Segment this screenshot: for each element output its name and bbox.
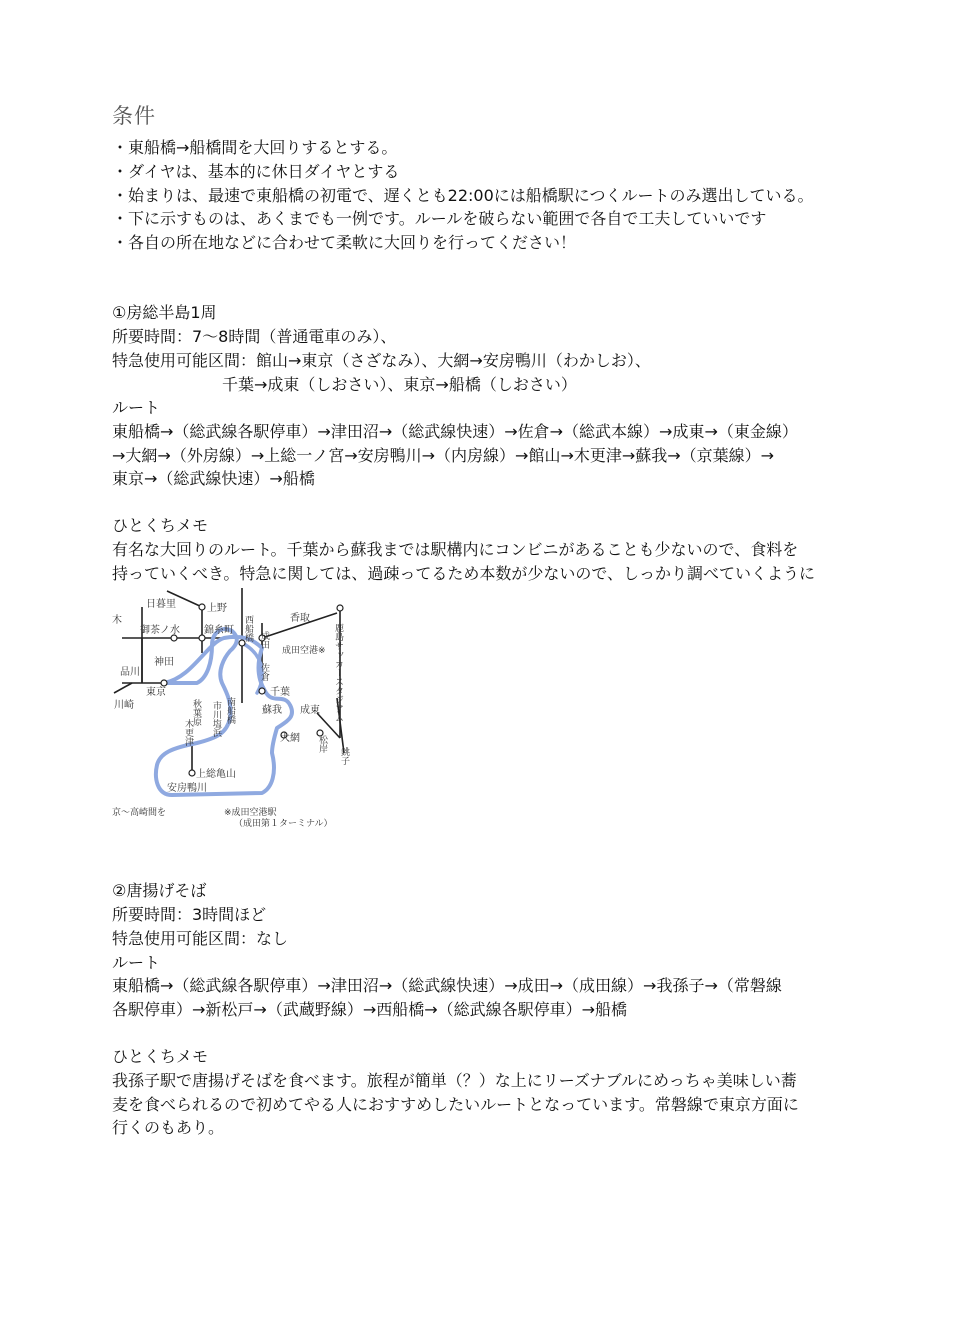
route2-route-1: 東船橋→（総武線各駅停車）→津田沼→（総武線快速）→成田→（成田線）→我孫子→（常磐線 bbox=[112, 976, 782, 995]
station-awakamogawa: 安房鴨川 bbox=[167, 783, 207, 794]
station-kisarazu: 木更津 bbox=[183, 719, 193, 746]
station-ueno: 上野 bbox=[207, 603, 227, 614]
station-choshi: 銚子 bbox=[339, 747, 349, 765]
station-kawasaki: 川崎 bbox=[114, 700, 134, 711]
route1-express-1: 特急使用可能区間：館山→東京（さざなみ）、大網→安房鴨川（わかしお）、 bbox=[112, 351, 651, 370]
route1-express-2: 千葉→成東（しおさい）、東京→船橋（しおさい） bbox=[222, 375, 577, 394]
station-naruto: 成東 bbox=[300, 705, 320, 716]
route2-route-label: ルート bbox=[112, 953, 161, 972]
route1-route-label: ルート bbox=[112, 398, 161, 417]
route2-title: ②唐揚げそば bbox=[112, 881, 207, 900]
station-akihabara: 秋葉原 bbox=[191, 699, 201, 726]
station-chiba: 千葉 bbox=[270, 687, 290, 698]
station-ichikawashiohama: 市川塩浜 bbox=[211, 701, 221, 737]
station-kinshicho: 錦糸町 bbox=[204, 625, 234, 636]
station-matsugishi: 松岸 bbox=[317, 735, 327, 753]
route1-title: ①房総半島1周 bbox=[112, 303, 217, 322]
route-map bbox=[112, 583, 362, 828]
condition-item: ・下に示すものは、あくまでも一例です。ルールを破らない範囲で各自で工夫していいです bbox=[112, 209, 767, 228]
conditions-heading: 条件 bbox=[112, 104, 156, 128]
route2-express: 特急使用可能区間：なし bbox=[112, 929, 289, 948]
condition-item: ・各自の所在地などに合わせて柔軟に大回りを行ってください！ bbox=[112, 233, 577, 252]
station-kazusakameyama: 上総亀山 bbox=[196, 769, 236, 780]
route2-memo-3: 行くのもあり。 bbox=[112, 1118, 225, 1137]
station-kanda: 神田 bbox=[154, 657, 174, 668]
station-sakura: 佐倉 bbox=[259, 663, 269, 681]
map-note-airport-1: ※成田空港駅 bbox=[224, 808, 277, 818]
route1-memo-label: ひとくちメモ bbox=[112, 516, 209, 535]
station-nippori: 日暮里 bbox=[146, 599, 176, 610]
station-shinagawa: 品川 bbox=[120, 667, 140, 678]
route2-memo-1: 我孫子駅で唐揚げそばを食べます。旅程が簡単（？）な上にリーズナブルにめっちゃ美味しい蕎 bbox=[112, 1071, 797, 1090]
station-tokyo: 東京 bbox=[146, 687, 166, 698]
station-narita-airport: 成田空港※ bbox=[282, 646, 326, 656]
route2-memo-label: ひとくちメモ bbox=[112, 1047, 209, 1066]
route1-memo-2: 持っていくべき。特急に関しては、過疎ってるため本数が少ないので、しっかり調べていくように bbox=[112, 564, 816, 583]
route2-time: 所要時間：3時間ほど bbox=[112, 905, 267, 924]
station-minamifunabashi: 南船橋 bbox=[225, 697, 235, 724]
map-note-airport-2: （成田第１ターミナル） bbox=[234, 819, 333, 828]
condition-item: ・東船橋→船橋間を大回りするとする。 bbox=[112, 138, 398, 157]
map-note-left: 京～高崎間を bbox=[112, 808, 167, 818]
station-narita: 成田 bbox=[259, 631, 269, 649]
station-nishifunabashi: 西船橋 bbox=[243, 615, 253, 642]
station-kashima: 鹿島サッカースタジアム bbox=[333, 623, 343, 722]
route2-memo-2: 麦を食べられるので初めてやる人におすすめしたいルートとなっています。常磐線で東京方面に bbox=[112, 1095, 799, 1114]
station-ochanomizu: 御茶ノ水 bbox=[140, 625, 180, 636]
route1-memo-1: 有名な大回りのルート。千葉から蘇我までは駅構内にコンビニがあることも少ないので、食料を bbox=[112, 540, 799, 559]
route1-route-2: →大網→（外房線）→上総一ノ宮→安房鴨川→（内房線）→館山→木更津→蘇我→（京葉線）→ bbox=[112, 446, 775, 465]
station-soga: 蘇我 bbox=[262, 705, 282, 716]
route1-route-3: 東京→（総武線快速）→船橋 bbox=[112, 469, 315, 488]
station-katori: 香取 bbox=[290, 613, 310, 624]
station-oami: 大網 bbox=[280, 733, 300, 744]
route1-route-1: 東船橋→（総武線各駅停車）→津田沼→（総武線快速）→佐倉→（総武本線）→成東→（東金線） bbox=[112, 422, 798, 441]
route1-time: 所要時間：7～8時間（普通電車のみ）、 bbox=[112, 327, 397, 346]
station-ki: 木 bbox=[112, 615, 122, 626]
condition-item: ・始まりは、最速で東船橋の初電で、遅くとも22:00には船橋駅につくルートのみ選出している。 bbox=[112, 186, 814, 205]
condition-item: ・ダイヤは、基本的に休日ダイヤとする bbox=[112, 162, 400, 181]
route2-route-2: 各駅停車）→新松戸→（武蔵野線）→西船橋→（総武線各駅停車）→船橋 bbox=[112, 1000, 628, 1019]
